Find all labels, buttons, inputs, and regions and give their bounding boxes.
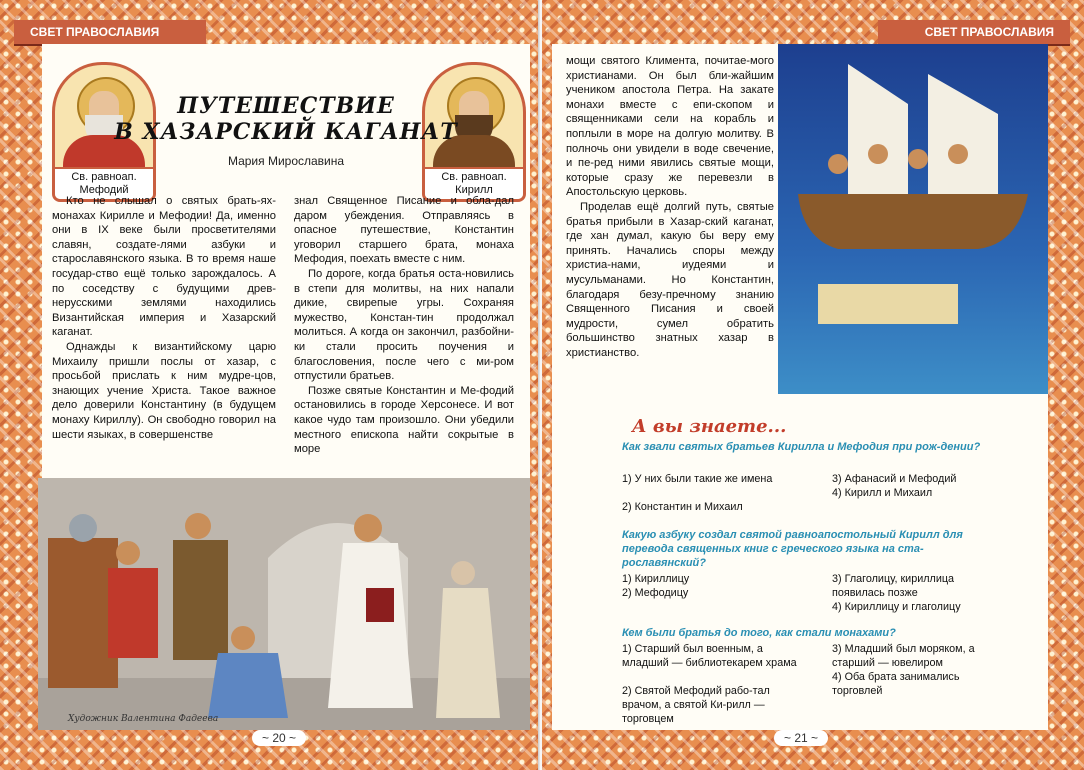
paragraph: По дороге, когда братья оста-новились в степи для молитвы, на них напали дикие, свирепые угры. Сохраняя мужество, Констан-тин продолжал молиться. А когда он закончил, разбойни-ки стали просить поучения и благословения, после чего с ми-ром отпустили братьев. [294,267,514,383]
illustration-monks-and-guards [38,478,530,730]
quiz-question-2: Какую азбуку создал святой равноапостольный Кирилл для перевода священных книг с греческого языка на ста-рославянский? [622,529,963,569]
left-content [42,44,530,730]
right-content [552,44,1048,730]
quiz-q2-option-1: 1) Кириллицу [622,573,690,585]
quiz-q3-option-4: 4) Оба брата занимались торговлей [832,671,960,697]
quiz-q1-option-3: 3) Афанасий и Мефодий [832,473,957,485]
boat-scene [778,44,1048,394]
paragraph: Кто не слышал о святых брать-ях-монахах Кирилле и Мефодии! Да, именно они в IX веке были просветителями славян, создате-лями азбуки и старославянского языка. В то время наше государ-ство ещё только зарождалось. А по соседству с будущими древ-нерусскими землями находились Византийская империя и Хазарский каганат. [52,195,276,339]
paragraph: Однажды к византийскому царю Михаилу пришли послы от хазар, с просьбой прислать к ним мудре-цов, знающих учение Христа. Такое важное дело доверили Константину (в будущем монаху Кириллу). Он свободно говорил на шести языках, в совершенстве [52,340,276,441]
quiz-q2-option-4: 4) Кириллицу и глаголицу [832,601,961,613]
right-header: СВЕТ ПРАВОСЛАВИЯ [878,20,1070,46]
quiz-q1-option-4: 4) Кирилл и Михаил [832,487,933,499]
illustration-boat-relics [778,44,1048,394]
right-page [542,0,1084,770]
page-number-left: ~ 20 ~ [252,730,306,746]
page-number-right: ~ 21 ~ [774,730,828,746]
paragraph: знал Священное Писание и обла-дал даром убеждения. Отправляясь в опасное путешествие, Константин уговорил старшего брата, монаха Мефодия, поехать вместе с ним. [294,195,514,266]
quiz-q1-option-2: 2) Константин и Михаил [622,501,743,513]
caption-line-2: Мефодий [79,184,129,196]
paragraph: Позже святые Константин и Ме-фодий остановились в городе Херсонесе. И вот какое чудо там произошло. Они убедили местного епископа найти сокрытые в море [294,384,514,456]
quiz-q2-option-2: 2) Мефодицу [622,587,689,599]
quiz-q1-option-1: 1) У них были такие же имена [622,473,773,485]
caption-line-1: Св. равноап. [71,171,137,183]
text-column-3 [566,54,774,360]
left-header: СВЕТ ПРАВОСЛАВИЯ [14,20,206,46]
quiz-question-1: Как звали святых братьев Кирилла и Мефодия при рож-дении? [622,441,981,453]
illustration-scene [38,478,530,730]
paragraph: Проделав ещё долгий путь, святые братья прибыли в Хазар-ский каганат, где хан думал, какую бы веру ему принять. Начались споры между христиа-нами, иудеями и мусульманами. Но Константин, благодаря безу-пречному знанию Священного Писания и своей мудрости, сумел обратить большинство знатных хазар в христианство. [566,200,774,359]
article-title-line2: В ХАЗАРСКИЙ КАГАНАТ [114,119,458,145]
quiz-q3-option-3: 3) Младший был моряком, а старший — ювелиром [832,643,975,669]
caption-line-2: Кирилл [455,184,493,196]
text-column-1 [52,194,276,442]
caption-line-1: Св. равноап. [441,171,507,183]
text-column-2 [294,194,514,457]
quiz-q3-option-1: 1) Старший был военным, а младший — библиотекарем храма [622,643,797,669]
left-page [0,0,540,770]
illustration-credit: Художник Валентина Фадеева [68,714,219,724]
quiz-q3-option-2: 2) Святой Мефодий рабо-тал врачом, а святой Ки-рилл — торговцем [622,685,770,725]
article-title-line1: ПУТЕШЕСТВИЕ [177,93,395,119]
quiz-title: А вы знаете... [632,416,787,437]
paragraph: мощи святого Климента, почитае-мого христианами. Он был бли-жайшим учеником апостола Петра. На закате монахи вместе с епи-скопом и священниками сели на корабль и поплыли в море на долгую молитву. В полночь они увидели в воде свечение, и пе-ред ними явились святые мощи, которые сразу же перевезли в Апостольскую церковь. [566,55,774,199]
article-author: Мария Мирославина [227,154,345,168]
quiz-q2-option-3: 3) Глаголицу, кириллица появилась позже [832,573,955,599]
quiz-question-3: Кем были братья до того, как стали монахами? [622,627,896,639]
